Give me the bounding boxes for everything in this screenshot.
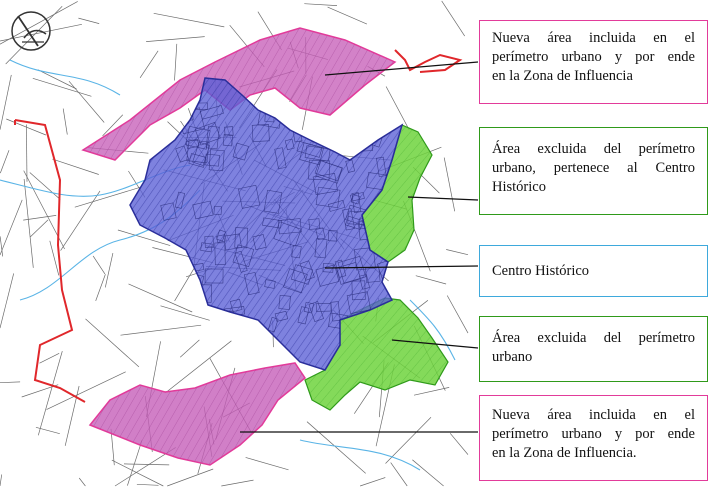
callout-excluded-area-historic xyxy=(479,127,708,215)
callout-text: Área excluida del perímetro xyxy=(492,141,695,157)
callout-text: urbano xyxy=(492,349,533,365)
callout-text: Nueva área incluida en el xyxy=(492,30,695,46)
callout-text: en la Zona de Influencia. xyxy=(492,445,637,461)
callout-text: perímetro urbano y por ende xyxy=(492,426,695,442)
callout-historic-centre xyxy=(479,245,708,297)
callout-text: en la Zona de Influencia xyxy=(492,68,633,84)
callout-text: Centro Histórico xyxy=(492,262,590,279)
callout-text: Histórico xyxy=(492,179,546,195)
callout-excluded-area xyxy=(479,316,708,382)
callout-text: Nueva área incluida en el xyxy=(492,407,695,423)
callout-new-area-south xyxy=(479,395,708,481)
callout-text: Área excluida del perímetro xyxy=(492,330,695,346)
callout-new-area-north xyxy=(479,20,708,104)
institution-logo xyxy=(8,8,54,54)
callout-text: perímetro urbano y por ende xyxy=(492,49,695,65)
callout-text: urbano, pertenece al Centro xyxy=(492,160,695,176)
